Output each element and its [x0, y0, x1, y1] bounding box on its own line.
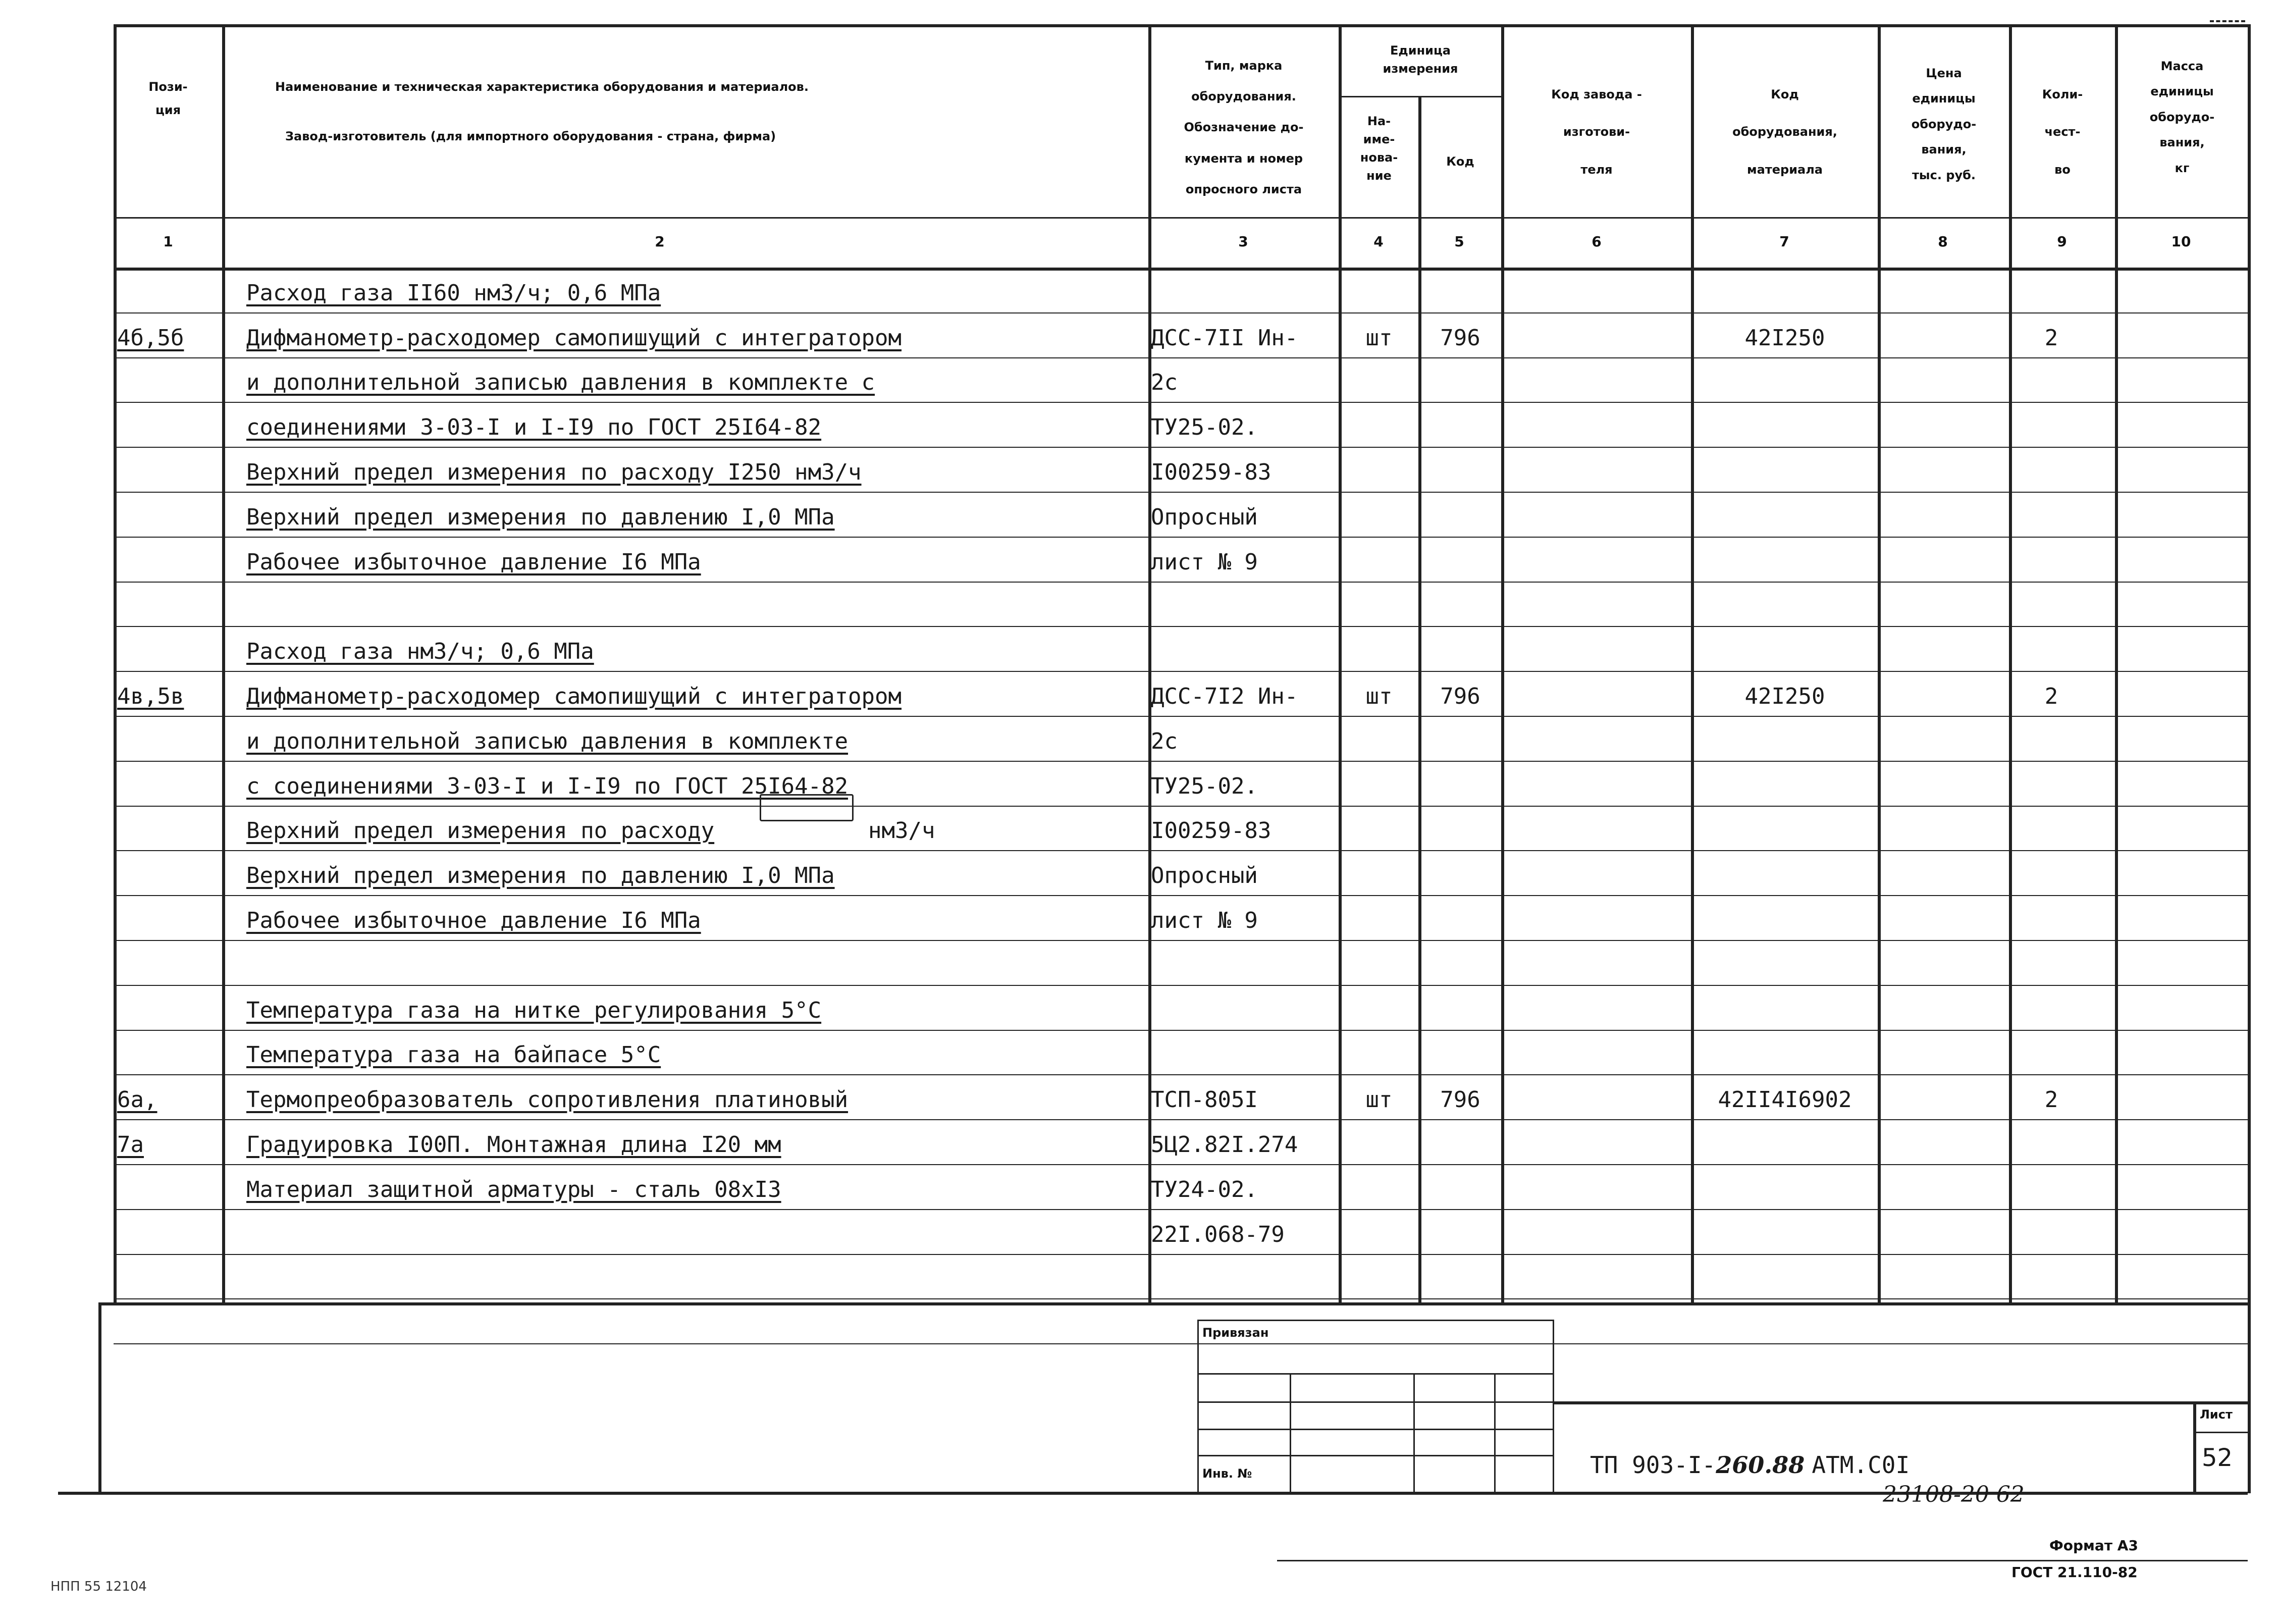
- cell-name: с соединениями 3-03-I и I-I9 по ГОСТ 25I64-82: [246, 773, 849, 799]
- column-number: 9: [2057, 233, 2067, 250]
- header-unit-code: Код: [1446, 154, 1474, 169]
- cell-type: ТСП-805I: [1151, 1087, 1258, 1113]
- cell-name: Термопреобразователь сопротивления платиновый: [246, 1087, 849, 1113]
- cell-code: 42I250: [1744, 325, 1825, 351]
- cell-unit: шт: [1365, 325, 1393, 351]
- column-number: 8: [1938, 233, 1948, 250]
- cell-pos: 7а: [117, 1132, 144, 1158]
- cell-type: ТУ24-02.: [1151, 1177, 1258, 1202]
- cell-qty: 2: [2044, 684, 2058, 709]
- cell-name: соединениями 3-03-I и I-I9 по ГОСТ 25I64-82: [246, 414, 822, 440]
- cell-name: Градуировка I00П. Монтажная длина I20 мм: [246, 1132, 781, 1158]
- column-number: 3: [1238, 233, 1248, 250]
- gost-label: ГОСТ 21.110-82: [2011, 1564, 2138, 1581]
- doc-code-suffix: АТМ.С0I: [1812, 1451, 1910, 1479]
- cell-name: Дифманометр-расходомер самопишущий с интегратором: [246, 684, 902, 709]
- cell-name-suffix: нм3/ч: [868, 818, 935, 844]
- cell-unit: шт: [1365, 684, 1393, 709]
- cell-name: Дифманометр-расходомер самопишущий с интегратором: [246, 325, 902, 351]
- privyazan-label: Привязан: [1202, 1326, 1269, 1340]
- cell-type: I00259-83: [1151, 818, 1271, 844]
- cell-type: I00259-83: [1151, 459, 1271, 485]
- header-position: Пози- ция: [148, 80, 188, 117]
- column-number: 7: [1779, 233, 1789, 250]
- cell-name: Температура газа на байпасе 5°С: [246, 1042, 661, 1068]
- cell-type: 5Ц2.82I.274: [1151, 1132, 1298, 1158]
- header-mass: Масса единицы оборудо- вания, кг: [2149, 59, 2215, 175]
- cell-unit-code: 796: [1440, 1087, 1480, 1113]
- archive-number: 23108-20 62: [1883, 1482, 2025, 1507]
- column-number: 1: [163, 233, 173, 250]
- cell-name: Расход газа II60 нм3/ч; 0,6 МПа: [246, 280, 661, 306]
- cell-type: 2с: [1151, 370, 1178, 395]
- header-name-line1: Наименование и техническая характеристика оборудования и материалов.: [275, 80, 809, 94]
- cell-unit: шт: [1365, 1087, 1393, 1113]
- cell-name: и дополнительной записью давления в комплекте с: [246, 370, 875, 395]
- cell-code: 42II4I6902: [1718, 1087, 1852, 1113]
- cell-type: ТУ25-02.: [1151, 773, 1258, 799]
- cell-qty: 2: [2044, 325, 2058, 351]
- header-quantity: Коли- чест- во: [2042, 87, 2083, 177]
- cell-name: и дополнительной записью давления в комплекте: [246, 728, 849, 754]
- cell-type: 22I.068-79: [1151, 1222, 1285, 1247]
- cell-type: ДСС-7II Ин-: [1151, 325, 1298, 351]
- column-number: 10: [2171, 233, 2191, 250]
- cell-unit-code: 796: [1440, 325, 1480, 351]
- cell-qty: 2: [2044, 1087, 2058, 1113]
- blank-value-box: [760, 794, 854, 821]
- format-label: Формат А3: [2049, 1537, 2138, 1554]
- header-price: Цена единицы оборудо- вания, тыс. руб.: [1911, 66, 1977, 182]
- cell-name: Верхний предел измерения по давлению I,0 МПа: [246, 504, 835, 530]
- cell-type: 2с: [1151, 728, 1178, 754]
- sheet-number: 52: [2202, 1444, 2233, 1472]
- cell-type: ТУ25-02.: [1151, 414, 1258, 440]
- column-number: 5: [1454, 233, 1464, 250]
- column-number: 6: [1592, 233, 1602, 250]
- cell-unit-code: 796: [1440, 684, 1480, 709]
- cell-type: лист № 9: [1151, 908, 1258, 933]
- header-type: Тип, марка оборудования. Обозначение до- кумента и номер опросного листа: [1184, 59, 1304, 196]
- column-number: 2: [655, 233, 665, 250]
- corner-mark: [2210, 20, 2245, 22]
- inventory-number-label: Инв. №: [1202, 1466, 1252, 1481]
- cell-type: ДСС-7I2 Ин-: [1151, 684, 1298, 709]
- cell-name: Расход газа нм3/ч; 0,6 МПа: [246, 639, 594, 664]
- document-designation: [1590, 1451, 1910, 1479]
- column-number: 4: [1373, 233, 1384, 250]
- doc-code-prefix: ТП 903-I-: [1590, 1451, 1716, 1479]
- cell-name: Материал защитной арматуры - сталь 08хI3: [246, 1177, 781, 1202]
- header-unit-name: На- име- нова- ние: [1360, 114, 1398, 183]
- cell-name: Верхний предел измерения по расходу: [246, 818, 715, 844]
- cell-pos: 4б,5б: [117, 325, 184, 351]
- cell-name: Рабочее избыточное давление I6 МПа: [246, 908, 701, 933]
- header-equipment-code: Код оборудования, материала: [1732, 87, 1837, 177]
- doc-code-handwritten: 260.88: [1716, 1451, 1805, 1479]
- cell-name: Температура газа на нитке регулирования 5°С: [246, 998, 822, 1023]
- header-factory-code: Код завода - изготови- теля: [1551, 87, 1642, 177]
- cell-type: лист № 9: [1151, 549, 1258, 575]
- header-unit-group: Единица измерения: [1383, 43, 1458, 76]
- cell-pos: 6а,: [117, 1087, 157, 1113]
- cell-name: Рабочее избыточное давление I6 МПа: [246, 549, 701, 575]
- cell-name: Верхний предел измерения по расходу I250 нм3/ч: [246, 459, 862, 485]
- cell-name: Верхний предел измерения по давлению I,0 МПа: [246, 863, 835, 888]
- header-name-line2: Завод-изготовитель (для импортного оборудования - страна, фирма): [285, 129, 776, 143]
- cell-type: Опросный: [1151, 863, 1258, 888]
- cell-pos: 4в,5в: [117, 684, 184, 709]
- sheet-label: Лист: [2200, 1407, 2233, 1422]
- cell-type: Опросный: [1151, 504, 1258, 530]
- left-code: НПП 55 12104: [50, 1579, 147, 1594]
- cell-code: 42I250: [1744, 684, 1825, 709]
